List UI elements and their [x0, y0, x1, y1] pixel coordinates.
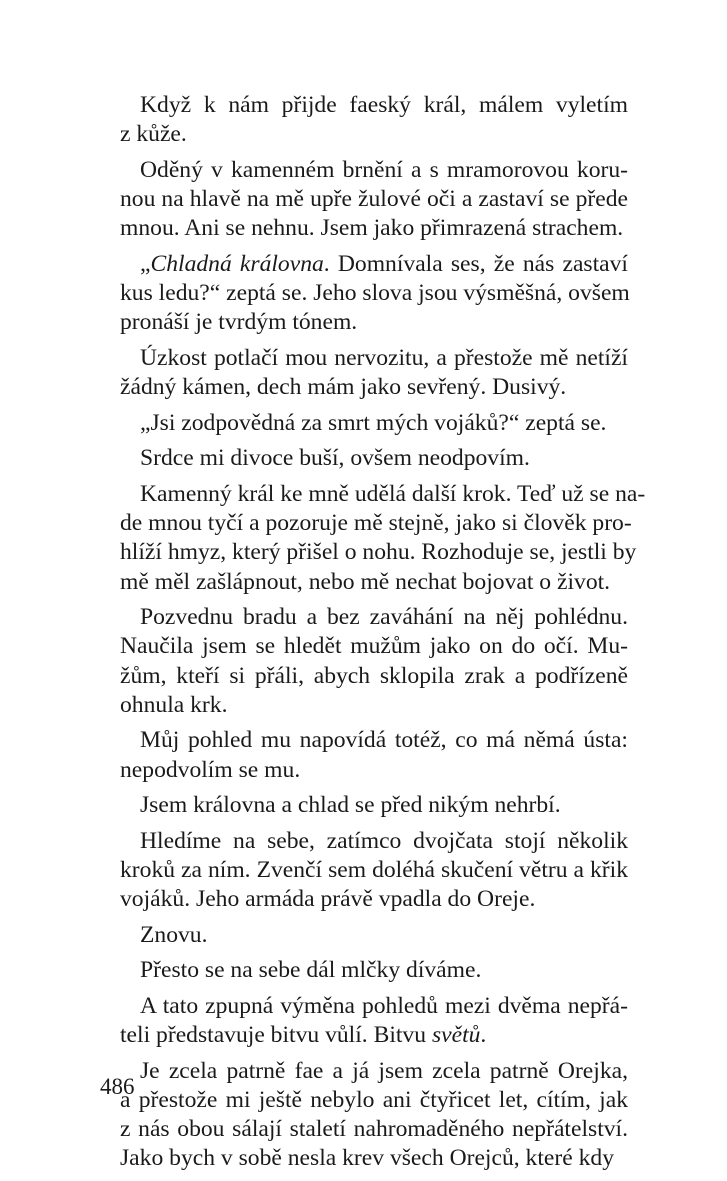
text-run: teli představuje bitvu vůlí. Bitvu — [120, 1022, 432, 1049]
text-line — [100, 1021, 628, 1050]
text-run: pronáší je tvrdým tónem. — [120, 309, 358, 336]
text-line: nou na hlavě na mě upře žulové oči a zastaví se přede — [120, 186, 628, 213]
paragraph — [100, 480, 646, 597]
italic-text: světů — [431, 1022, 481, 1049]
text-line: de mnou tyčí a pozoruje mě stejně, jako si člověk pro- — [120, 509, 632, 536]
text-line — [100, 992, 628, 1021]
paragraph — [100, 344, 628, 403]
text-line: z kůže. — [120, 121, 187, 148]
paragraph — [100, 1057, 628, 1174]
text-line: žům, kteří si přáli, abych sklopila zrak a podřízeně — [120, 662, 628, 689]
text-line: „Jsi zodpovědná za smrt mých vojáků?“ zeptá se. — [140, 409, 607, 436]
text-line — [100, 308, 628, 337]
text-line: Úzkost potlačí mou nervozitu, a přestože mě netíží — [140, 344, 628, 371]
text-line: vojáků. Jeho armáda právě vpadla do Oreje. — [120, 886, 536, 913]
text-line: Můj pohled mu napovídá totéž, co má němá ústa: — [140, 727, 628, 754]
paragraph — [100, 250, 628, 338]
paragraph — [100, 791, 628, 820]
italic-text: Chladná královna — [150, 250, 324, 277]
paragraph — [100, 444, 628, 473]
text-line: a přestože mi ještě nebylo ani čtyřicet let, cítím, jak — [120, 1086, 628, 1113]
text-run: . — [480, 1022, 487, 1049]
text-line: Přesto se na sebe dál mlčky díváme. — [140, 957, 482, 984]
paragraph — [100, 726, 628, 785]
text-line: Jsem královna a chlad se před nikým nehrbí. — [140, 792, 561, 819]
text-line: mnou. Ani se nehnu. Jsem jako přimrazená strachem. — [120, 215, 624, 242]
paragraph — [100, 827, 628, 915]
text-line: žádný kámen, dech mám jako sevřený. Dusivý. — [120, 374, 567, 401]
text-line: Srdce mi divoce buší, ovšem neodpovím. — [140, 445, 530, 472]
text-line: Znovu. — [140, 921, 208, 948]
paragraph — [100, 992, 628, 1051]
text-line: z nás obou sálají staletí nahromaděného nepřátelství. — [120, 1116, 628, 1143]
paragraph — [100, 156, 628, 244]
text-line: nepodvolím se mu. — [120, 756, 301, 783]
text-line: hlíží hmyz, který přišel o nohu. Rozhoduje se, jestli by — [120, 539, 637, 566]
paragraph — [100, 91, 628, 150]
text-line: Jako bych v sobě nesla krev všech Orejců, které kdy — [120, 1145, 614, 1172]
page-number: 486 — [100, 1074, 135, 1099]
text-line: Pozvednu bradu a bez zaváhání na něj pohlédnu. — [140, 604, 628, 631]
text-run: . Domnívala ses, že nás zastaví — [323, 250, 628, 277]
body-text — [100, 91, 646, 1180]
text-line: Oděný v kamenném brnění a s mramorovou koru- — [140, 156, 628, 183]
text-run: „ — [140, 250, 151, 277]
text-line: Kamenný král ke mně udělá další krok. Teď už se na- — [140, 480, 646, 507]
text-line: Když k nám přijde faeský král, málem vyletím — [140, 92, 628, 118]
text-run: kus ledu?“ zeptá se. Jeho slova jsou výsměšná, ovšem — [120, 280, 630, 307]
text-line — [100, 279, 628, 308]
paragraph — [100, 956, 628, 985]
text-line: ohnula krk. — [120, 691, 228, 718]
text-line: Hledíme na sebe, zatímco dvojčata stojí několik — [140, 827, 628, 854]
text-line: mě měl zašlápnout, nebo mě nechat bojovat o život. — [120, 568, 611, 595]
text-line: Je zcela patrně fae a já jsem zcela patrně Orejka, — [140, 1057, 628, 1084]
text-line: kroků za ním. Zvenčí sem doléhá skučení větru a křik — [120, 857, 628, 883]
text-run: A tato zpupná výměna pohledů mezi dvěma nepřá- — [140, 992, 628, 1019]
text-line: Naučila jsem se hledět mužům jako on do očí. Mu- — [120, 633, 628, 660]
paragraph — [100, 409, 628, 438]
text-line — [100, 250, 628, 279]
paragraph — [100, 921, 628, 950]
paragraph — [100, 603, 628, 720]
